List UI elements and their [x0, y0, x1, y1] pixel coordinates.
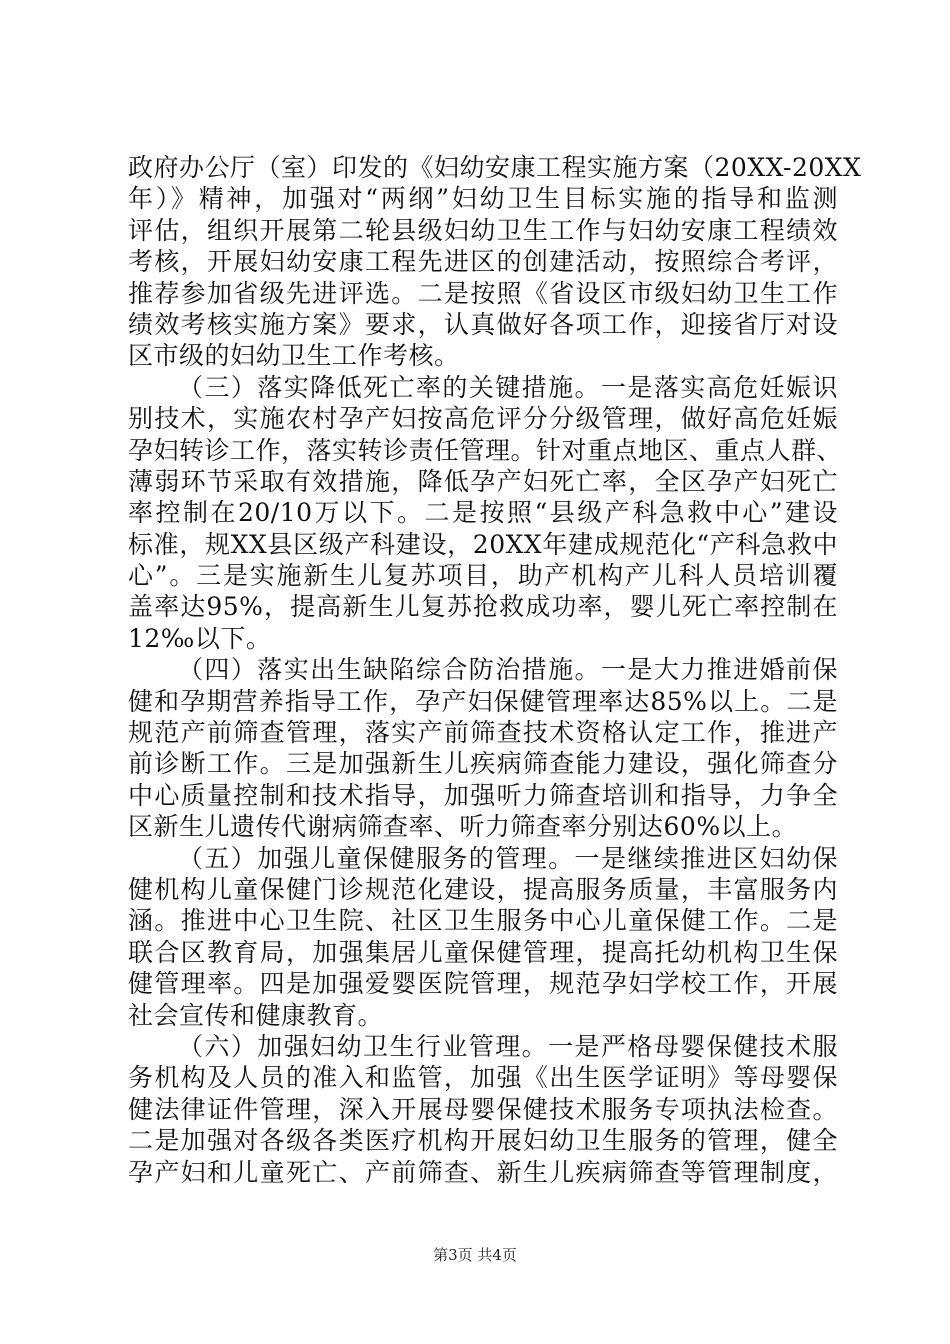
text-line: 心”。三是实施新生儿复苏项目，助产机构产儿科人员培训覆 [128, 561, 838, 591]
text-line: 率控制在20/10万以下。二是按照“县级产科急救中心”建设 [128, 498, 838, 528]
document-body [128, 152, 862, 1188]
text-line: 绩效考核实施方案》要求，认真做好各项工作，迎接省厅对设 [128, 309, 838, 339]
page-number: 第3页 共4页 [433, 1246, 517, 1264]
text-line: 健法律证件管理，深入开展母婴保健技术服务专项执法检查。 [128, 1094, 838, 1124]
text-line: 涵。推进中心卫生院、社区卫生服务中心儿童保健工作。二是 [128, 906, 838, 936]
text-line: 社会宣传和健康教育。 [128, 1000, 384, 1030]
text-line: 健管理率。四是加强爱婴医院管理，规范孕妇学校工作，开展 [128, 969, 838, 999]
text-line: 规范产前筛查管理，落实产前筛查技术资格认定工作，推进产 [128, 718, 838, 748]
paragraph-start-line: （四）落实出生缺陷综合防治措施。一是大力推进婚前保 [178, 655, 838, 685]
text-line: 孕产妇和儿童死亡、产前筛查、新生儿疾病筛查等管理制度， [128, 1157, 838, 1187]
paragraph-start-line: （六）加强妇幼卫生行业管理。一是严格母婴保健技术服 [178, 1031, 838, 1061]
text-line: 孕妇转诊工作，落实转诊责任管理。针对重点地区、重点人群、 [128, 435, 843, 465]
text-line: 政府办公厅（室）印发的《妇幼安康工程实施方案（20XX-20XX [128, 153, 862, 182]
text-line: 二是加强对各级各类医疗机构开展妇幼卫生服务的管理，健全 [128, 1126, 838, 1156]
text-line: 年）》精神，加强对“两纲”妇幼卫生目标实施的指导和监测 [128, 184, 838, 214]
paragraph-start-line: （五）加强儿童保健服务的管理。一是继续推进区妇幼保 [178, 843, 838, 873]
text-line: 评估，组织开展第二轮县级妇幼卫生工作与妇幼安康工程绩效 [128, 215, 838, 245]
text-line: 别技术，实施农村孕产妇按高危评分分级管理，做好高危妊娠 [128, 404, 838, 434]
text-line: 中心质量控制和技术指导，加强听力筛查培训和指导，力争全 [128, 780, 838, 810]
text-line: 区新生儿遗传代谢病筛查率、听力筛查率分别达60%以上。 [128, 812, 798, 842]
text-line: 前诊断工作。三是加强新生儿疾病筛查能力建设，强化筛查分 [128, 749, 838, 779]
text-line: 健机构儿童保健门诊规范化建设，提高服务质量，丰富服务内 [128, 874, 838, 904]
text-line: 推荐参加省级先进评选。二是按照《省设区市级妇幼卫生工作 [128, 278, 838, 308]
text-line: 联合区教育局，加强集居儿童保健管理，提高托幼机构卫生保 [128, 937, 838, 967]
text-line: 盖率达95%，提高新生儿复苏抢救成功率，婴儿死亡率控制在 [128, 592, 838, 622]
text-line: 健和孕期营养指导工作，孕产妇保健管理率达85%以上。二是 [128, 686, 838, 716]
text-line: 务机构及人员的准入和监管，加强《出生医学证明》等母婴保 [128, 1063, 838, 1093]
text-line: 区市级的妇幼卫生工作考核。 [128, 341, 460, 371]
text-line: 12‰以下。 [128, 623, 272, 653]
paragraph-start-line: （三）落实降低死亡率的关键措施。一是落实高危妊娠识 [178, 372, 838, 402]
text-line: 薄弱环节采取有效措施，降低孕产妇死亡率，全区孕产妇死亡 [128, 466, 838, 496]
text-line: 标准，规XX县区级产科建设，20XX年建成规范化“产科急救中 [128, 529, 838, 559]
text-line: 考核，开展妇幼安康工程先进区的创建活动，按照综合考评， [128, 247, 838, 277]
page-footer [0, 1245, 950, 1265]
